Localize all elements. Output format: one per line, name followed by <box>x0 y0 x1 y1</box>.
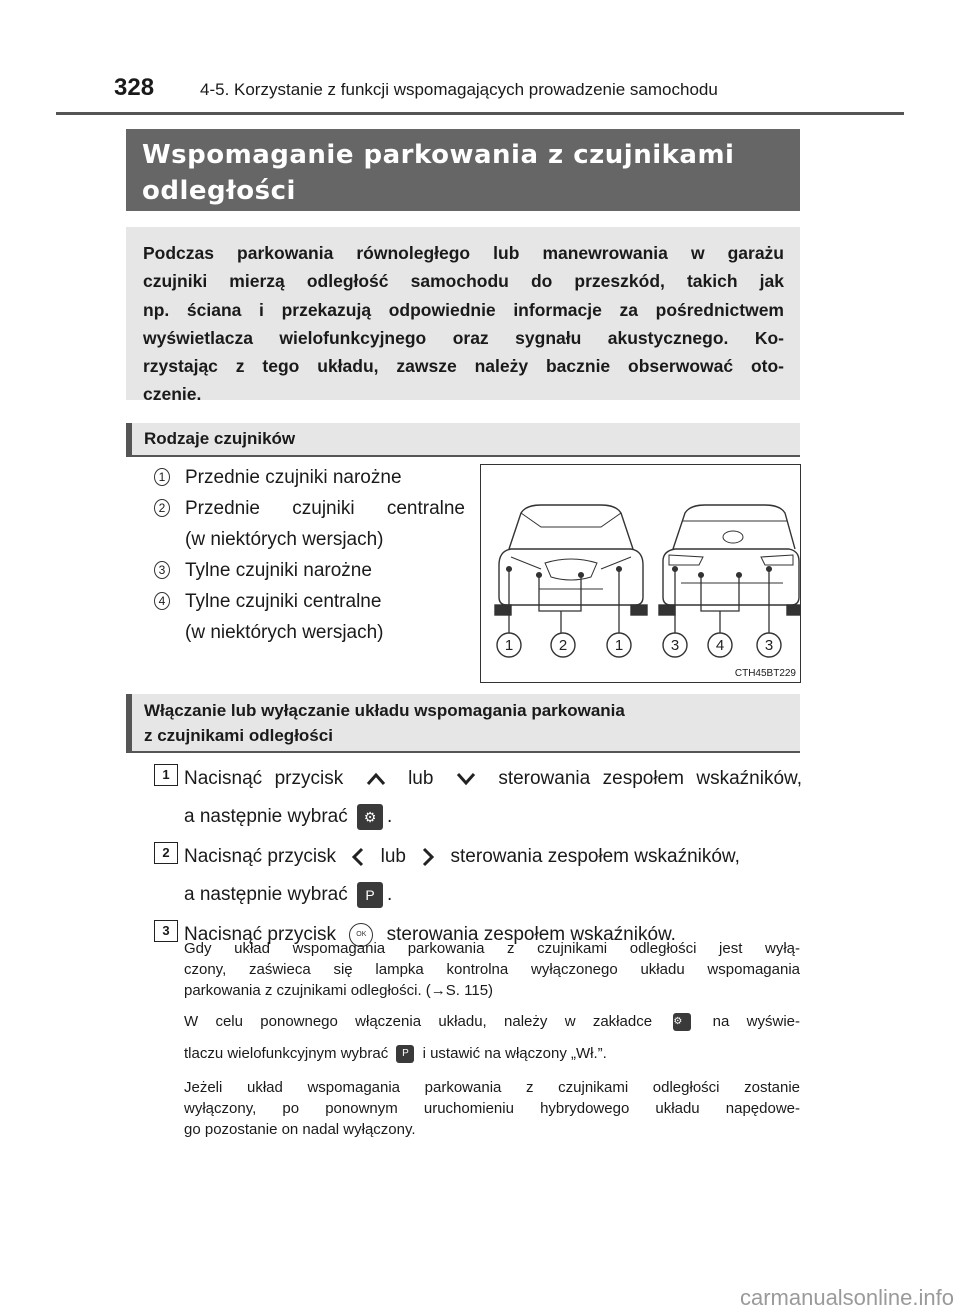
running-title: 4-5. Korzystanie z funkcji wspomagających prowadzenie samochodu <box>200 80 718 99</box>
page-number: 328 <box>114 74 155 101</box>
callout-label: 1 <box>504 637 514 654</box>
list-item <box>150 555 465 586</box>
list-item <box>150 462 465 493</box>
step-3: 3 Nacisnąć przycisk OK sterowania zespołem wskaźników. <box>150 916 802 954</box>
intro-line: np. ściana i przekazują odpowiednie informacje za pośrednictwem <box>143 299 784 320</box>
chevron-left-icon <box>351 847 365 867</box>
note-2: W celu ponownego włączenia układu, należy w zakładce ⚙ na wyświe- tlaczu wielofunkcyjnym wybrać P i ustawić na włączony „Wł.”. <box>184 1013 800 1062</box>
section-heading-line2: z czujnikami odległości <box>144 726 333 745</box>
intro-line: czenie. <box>143 384 202 405</box>
page-title-line1: Wspomaganie parkowania z czujnikami <box>142 140 735 170</box>
item-subtext: (w niektórych wersjach) <box>185 529 384 550</box>
figure-code: CTH45BT229 <box>734 668 796 679</box>
item-number: 3 <box>154 561 170 579</box>
intro-line: wyświetlacza wielofunkcyjnego oraz sygnału akustycznego. Ko- <box>143 327 784 348</box>
list-item <box>150 493 465 555</box>
item-number: 4 <box>154 592 170 610</box>
settings-gear-icon: ⚙ <box>357 804 383 830</box>
item-subtext: (w niektórych wersjach) <box>185 622 384 643</box>
page-title <box>126 129 800 211</box>
callout-label: 3 <box>764 637 774 654</box>
parking-sensor-icon: P <box>396 1045 414 1063</box>
item-number: 2 <box>154 499 170 517</box>
intro-line: Podczas parkowania równoległego lub manewrowania w garażu <box>143 243 784 263</box>
steps-list <box>150 760 802 954</box>
settings-gear-icon: ⚙ <box>673 1013 691 1031</box>
ok-button-icon: OK <box>349 923 373 947</box>
chevron-right-icon <box>421 847 435 867</box>
page-title-line2: odległości <box>142 176 296 206</box>
item-text: Tylne czujniki narożne <box>185 560 372 581</box>
sensor-figure <box>480 464 801 683</box>
chevron-up-icon <box>366 772 386 786</box>
front-car-drawing <box>495 505 647 615</box>
item-text: Przednie czujniki centralne <box>185 498 465 519</box>
callout-leaders <box>507 567 772 633</box>
section-heading-line1: Włączanie lub wyłączanie układu wspomagania parkowania <box>144 701 625 720</box>
callout-circles <box>497 633 781 657</box>
chevron-down-icon <box>456 772 476 786</box>
item-text: Przednie czujniki narożne <box>185 467 402 488</box>
callout-label: 1 <box>614 637 624 654</box>
callout-label: 2 <box>558 637 568 654</box>
step-number: 2 <box>154 842 178 864</box>
arrow-right-icon: → <box>430 982 446 999</box>
rear-car-drawing <box>659 505 800 615</box>
item-number: 1 <box>154 468 170 486</box>
sensor-list <box>150 462 465 648</box>
note-1: Gdy układ wspomagania parkowania z czujnikami odległości jest wyłą- czony, zaświeca się lampka kontrolna wyłączonego układu wspomagania parkowania z czujnikami odległości. (→S. 115) <box>184 940 800 999</box>
step-2: 2 Nacisnąć przycisk lub sterowania zespołem wskaźników, a następnie wybrać P . <box>150 838 802 914</box>
note-3: Jeżeli układ wspomagania parkowania z czujnikami odległości zostanie wyłączony, po ponownym uruchomieniu hybrydowego układu napędowe- go pozostanie on nadal wyłączony. <box>184 1079 800 1138</box>
notes <box>184 938 800 1149</box>
intro-box <box>126 227 800 405</box>
section-heading-sensors: Rodzaje czujników <box>126 423 800 457</box>
section-heading-toggle <box>126 694 800 753</box>
callout-label: 4 <box>715 637 725 654</box>
callout-label: 3 <box>670 637 680 654</box>
list-item <box>150 586 465 648</box>
watermark: carmanualsonline.info <box>739 1285 954 1310</box>
header-rule <box>56 112 904 115</box>
intro-line: czujniki mierzą odległość samochodu do przeszkód, takich jak <box>143 271 784 292</box>
intro-line: rzystając z tego układu, zawsze należy bacznie obserwować oto- <box>143 356 784 377</box>
car-illustration <box>481 465 800 682</box>
step-number: 3 <box>154 920 178 942</box>
item-text: Tylne czujniki centralne <box>185 591 382 612</box>
step-1: 1 Nacisnąć przycisk lub sterowania zespołem wskaźników, a następnie wybrać ⚙ . <box>150 760 802 836</box>
parking-sensor-icon: P <box>357 882 383 908</box>
step-number: 1 <box>154 764 178 786</box>
